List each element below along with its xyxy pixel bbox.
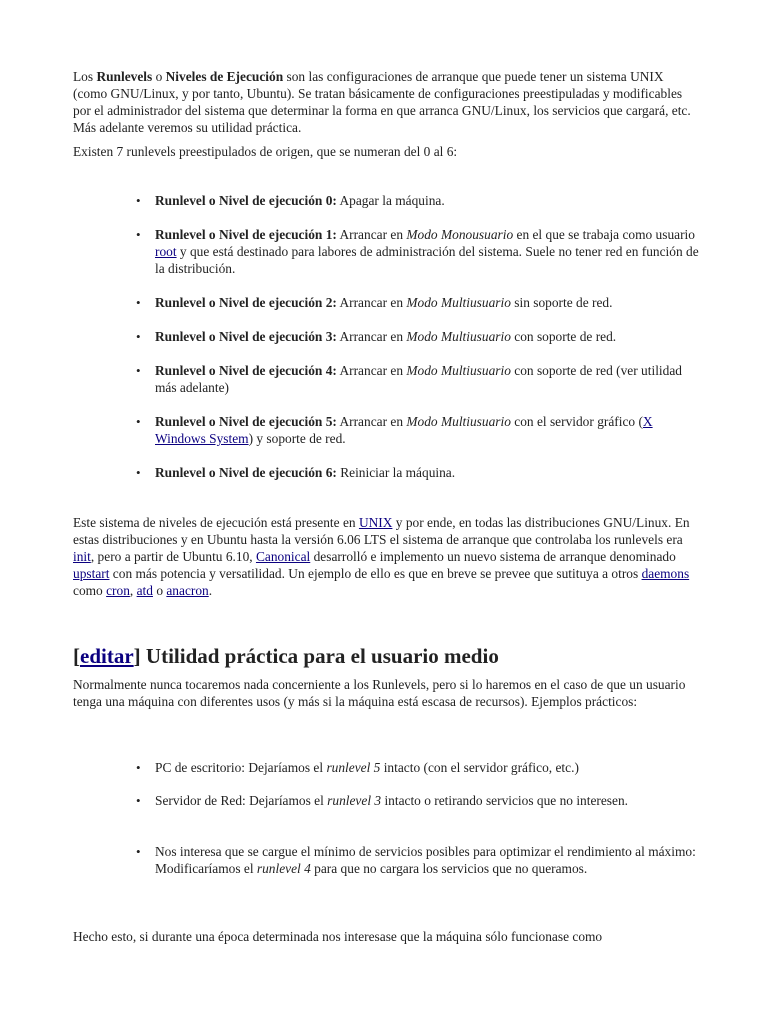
emphasis: runlevel 4 <box>256 861 311 876</box>
emphasis: Modo Multiusuario <box>406 363 511 378</box>
emphasis: Modo Monousuario <box>406 227 514 242</box>
link-anacron[interactable]: anacron <box>166 583 209 598</box>
emphasis: runlevel 5 <box>326 760 381 775</box>
usage-intro-paragraph: Normalmente nunca tocaremos nada concerniente a los Runlevels, pero si lo haremos en el caso de que un usuario tenga una máquina con diferentes usos (y más si la máquina está escasa de recursos). Ejemplos prácticos: <box>73 677 686 709</box>
text: Arrancar en <box>336 227 407 242</box>
term-runlevels: Runlevels <box>96 69 153 84</box>
text: como <box>73 583 107 598</box>
text: , pero a partir de Ubuntu 6.10, <box>90 549 256 564</box>
section-heading <box>73 643 499 669</box>
runlevel-5-item <box>155 413 700 447</box>
text: . <box>208 583 213 598</box>
text: Nos interesa que se cargue el mínimo de servicios posibles para optimizar el rendimiento al máximo: Modificaríamos el <box>155 844 696 876</box>
bullet: • <box>136 227 141 242</box>
runlevel-label: Runlevel o Nivel de ejecución 5: <box>155 414 337 429</box>
section-title: Utilidad práctica para el usuario medio <box>140 644 499 668</box>
link-init[interactable]: init <box>73 549 91 564</box>
upstart-paragraph <box>73 514 693 599</box>
runlevel-1-item <box>155 226 700 277</box>
emphasis: runlevel 3 <box>327 793 382 808</box>
emphasis: Modo Multiusuario <box>406 295 511 310</box>
text: o <box>152 583 167 598</box>
text: Arrancar en <box>336 414 407 429</box>
example-optimize-item <box>155 843 700 877</box>
bullet: • <box>136 844 141 859</box>
runlevel-2-item <box>155 294 700 311</box>
bullet: • <box>136 295 141 310</box>
bullet: • <box>136 793 141 808</box>
runlevel-label: Runlevel o Nivel de ejecución 2: <box>155 295 337 310</box>
link-root[interactable]: root <box>155 244 177 259</box>
text: Arrancar en <box>336 329 407 344</box>
intro-paragraph <box>73 68 698 136</box>
emphasis: Modo Multiusuario <box>406 414 511 429</box>
text: son las configuraciones de arranque que puede tener un sistema UNIX (como GNU/Linux, y por tanto, Ubuntu). Se tratan básicamente de configuraciones preestipuladas y modificables por el administrador del sistema que determinar la forma en que arranca GNU/Linux, los servicios que cargará, etc. Más adelante veremos su utilidad práctica. <box>73 69 691 135</box>
link-canonical[interactable]: Canonical <box>255 549 311 564</box>
text: con el servidor gráfico ( <box>510 414 643 429</box>
bullet: • <box>136 760 141 775</box>
runlevel-0-item <box>155 192 700 209</box>
text: intacto o retirando servicios que no interesen. <box>381 793 628 808</box>
bullet: • <box>136 363 141 378</box>
text: , <box>129 583 137 598</box>
text: Arrancar en <box>336 295 407 310</box>
text: con más potencia y versatilidad. Un ejemplo de ello es que en breve se prevee que sutituya a otros <box>109 566 642 581</box>
bracket: [ <box>73 644 80 668</box>
text: desarrolló e implemento un nuevo sistema de arranque denominado <box>310 549 676 564</box>
term-niveles: Niveles de Ejecución <box>165 69 284 84</box>
text: con soporte de red (ver utilidad más adelante) <box>155 363 682 395</box>
text: para que no cargara los servicios que no queramos. <box>310 861 588 876</box>
runlevel-3-item <box>155 328 700 345</box>
bullet: • <box>136 414 141 429</box>
text: Reiniciar la máquina. <box>336 465 456 480</box>
bracket: ] <box>133 644 141 668</box>
bullet: • <box>136 465 141 480</box>
link-unix[interactable]: UNIX <box>358 515 393 530</box>
runlevel-label: Runlevel o Nivel de ejecución 0: <box>155 193 337 208</box>
bullet: • <box>136 329 141 344</box>
text: en el que se trabaja como usuario <box>513 227 695 242</box>
runlevel-label: Runlevel o Nivel de ejecución 1: <box>155 227 337 242</box>
runlevel-count-paragraph: Existen 7 runlevels preestipulados de origen, que se numeran del 0 al 6: <box>73 144 458 159</box>
text: Los <box>73 69 97 84</box>
link-atd[interactable]: atd <box>136 583 153 598</box>
example-desktop-item <box>155 759 700 776</box>
text: PC de escritorio: Dejaríamos el <box>155 760 327 775</box>
runlevel-label: Runlevel o Nivel de ejecución 4: <box>155 363 337 378</box>
runlevel-6-item <box>155 464 700 481</box>
runlevel-label: Runlevel o Nivel de ejecución 3: <box>155 329 337 344</box>
example-server-item <box>155 792 655 809</box>
text: Servidor de Red: Dejaríamos el <box>155 793 328 808</box>
link-cron[interactable]: cron <box>106 583 130 598</box>
text: Apagar la máquina. <box>336 193 445 208</box>
link-x-windows-system[interactable]: X Windows System <box>155 414 653 446</box>
text: y por ende, en todas las distribuciones GNU/Linux. En estas distribuciones y en Ubuntu hasta la versión 6.06 LTS el sistema de arranque que controlaba los runlevels era <box>73 515 690 547</box>
tail-paragraph: Hecho esto, si durante una época determinada nos interesase que la máquina sólo funcionase como <box>73 929 603 944</box>
text: sin soporte de red. <box>510 295 613 310</box>
runlevel-label: Runlevel o Nivel de ejecución 6: <box>155 465 337 480</box>
link-upstart[interactable]: upstart <box>73 566 110 581</box>
bullet: • <box>136 193 141 208</box>
text: Arrancar en <box>336 363 407 378</box>
edit-link[interactable]: editar <box>80 644 134 668</box>
link-daemons[interactable]: daemons <box>641 566 690 581</box>
text: Este sistema de niveles de ejecución está presente en <box>73 515 359 530</box>
runlevel-4-item <box>155 362 700 396</box>
text: intacto (con el servidor gráfico, etc.) <box>380 760 579 775</box>
text: ) y soporte de red. <box>248 431 346 446</box>
text: y que está destinado para labores de administración del sistema. Suele no tener red en función de la distribución. <box>155 244 699 276</box>
emphasis: Modo Multiusuario <box>406 329 511 344</box>
text: o <box>152 69 166 84</box>
text: con soporte de red. <box>510 329 617 344</box>
